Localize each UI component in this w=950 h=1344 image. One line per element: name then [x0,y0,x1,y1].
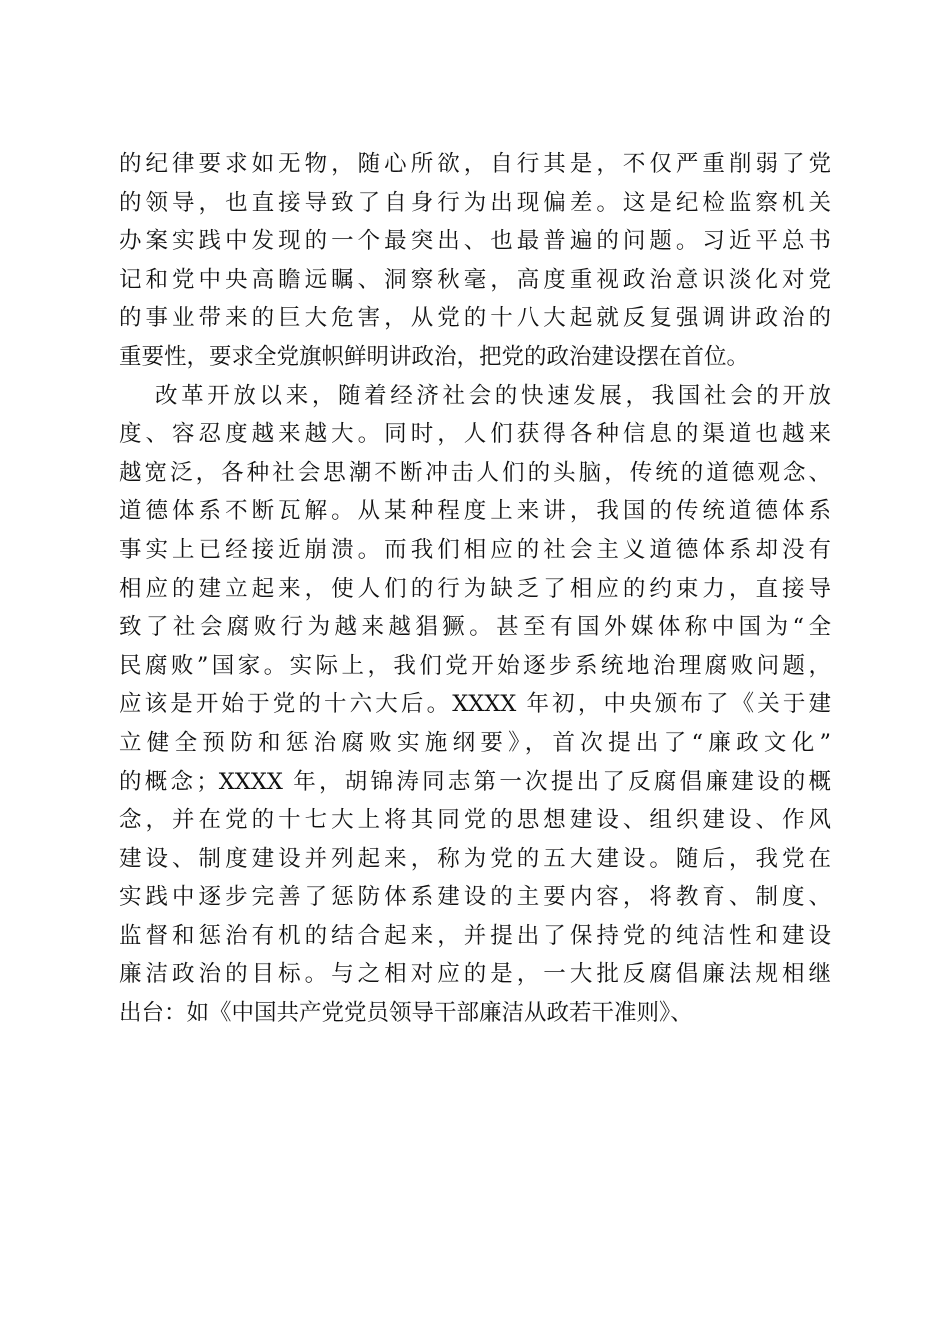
text-line: 监督和惩治有机的结合起来，并提出了保持党的纯洁性和建设 [119,922,831,949]
paragraph [119,377,831,1033]
text-line: 相应的建立起来，使人们的行为缺乏了相应的约束力，直接导 [119,575,831,602]
text-line: 廉洁政治的目标。与之相对应的是，一大批反腐倡廉法规相继 [119,961,831,988]
text-line: 道德体系不断瓦解。从某种程度上来讲，我国的传统道德体系 [119,498,831,525]
text-line: 应该是开始于党的十六大后。XXXX 年初，中央颁布了《关于建 [119,691,831,718]
text-line: 致了社会腐败行为越来越猖獗。甚至有国外媒体称中国为“全 [119,614,831,641]
text-line: 的领导，也直接导致了自身行为出现偏差。这是纪检监察机关 [119,189,831,216]
text-line: 的概念；XXXX 年，胡锦涛同志第一次提出了反腐倡廉建设的概 [119,768,831,795]
text-line: 重要性，要求全党旗帜鲜明讲政治，把党的政治建设摆在首位。 [119,343,750,370]
text-line: 的纪律要求如无物，随心所欲，自行其是，不仅严重削弱了党 [119,151,831,177]
text-line: 建设、制度建设并列起来，称为党的五大建设。随后，我党在 [119,845,831,872]
text-line: 出台：如《中国共产党党员领导干部廉洁从政若干准则》、 [119,1000,693,1027]
text-line: 民腐败”国家。实际上，我们党开始逐步系统地治理腐败问题， [119,652,831,679]
text-line: 念，并在党的十七大上将其同党的思想建设、组织建设、作风 [119,807,831,834]
text-line: 实践中逐步完善了惩防体系建设的主要内容，将教育、制度、 [119,884,831,911]
text-line: 办案实践中发现的一个最突出、也最普遍的问题。习近平总书 [119,228,831,255]
body-text [119,145,831,1033]
text-line: 立健全预防和惩治腐败实施纲要》，首次提出了“廉政文化” [119,729,831,756]
text-line: 的事业带来的巨大危害，从党的十八大起就反复强调讲政治的 [119,305,831,332]
text-line: 事实上已经接近崩溃。而我们相应的社会主义道德体系却没有 [119,536,831,563]
text-line: 越宽泛，各种社会思潮不断冲击人们的头脑，传统的道德观念、 [119,459,831,486]
text-line: 度、容忍度越来越大。同时，人们获得各种信息的渠道也越来 [119,421,831,448]
text-line: 改革开放以来，随着经济社会的快速发展，我国社会的开放 [155,382,831,409]
paragraph [119,145,831,377]
text-line: 记和党中央高瞻远瞩、洞察秋毫，高度重视政治意识淡化对党 [119,266,831,293]
